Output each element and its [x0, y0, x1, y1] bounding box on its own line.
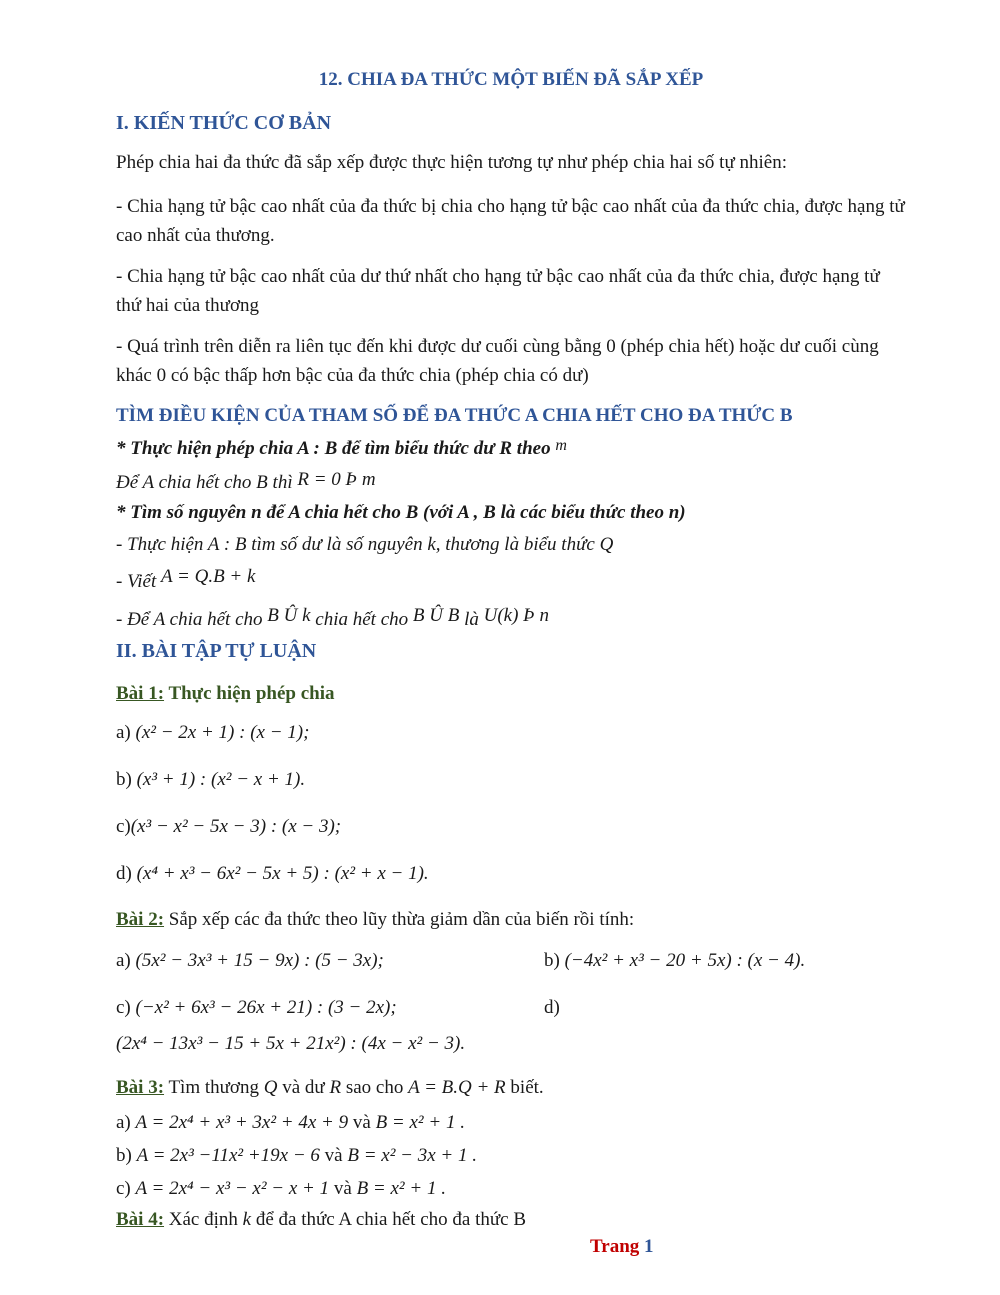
bai3-item-label: a) — [116, 1112, 136, 1133]
sub-line2 — [116, 469, 376, 494]
sub-line2-text: Để A chia hết cho B thì — [116, 472, 298, 493]
sub-line6-text3: là — [459, 609, 484, 630]
bai3-item-label: c) — [116, 1178, 136, 1199]
bai3-item-b — [116, 1145, 477, 1167]
section1-step2: - Chia hạng tử bậc cao nhất của dư thứ nhất cho hạng tử bậc cao nhất của đa thức chia, được hạng tử thứ hai của thương — [116, 266, 880, 316]
bai2-item-d — [116, 1033, 465, 1055]
bai3-item-a-expr: A = 2x³ −11x² +19x − 6 — [136, 1145, 320, 1166]
bai1-item-label: d) — [116, 863, 137, 884]
bai2-label: Bài 2: — [116, 909, 165, 930]
bai2-item-b — [544, 950, 805, 972]
bai1-heading — [116, 683, 335, 705]
bai4-title-post: để đa thức A chia hết cho đa thức B — [251, 1209, 526, 1230]
bai2-a-expr: (5x² − 3x³ + 15 − 9x) : (5 − 3x); — [135, 950, 384, 971]
bai1-item-expr: (x² − 2x + 1) : (x − 1); — [135, 722, 310, 743]
bai2-item-c — [116, 997, 397, 1019]
sub-line6 — [116, 605, 549, 631]
bai1-item-b — [116, 769, 305, 791]
bai3-item-and: và — [319, 1145, 348, 1166]
bai3-item-a — [116, 1112, 465, 1134]
bai1-item-label: a) — [116, 722, 136, 743]
bai3-item-and: và — [348, 1112, 376, 1133]
bai2-d-label: d) — [544, 997, 560, 1018]
sub-line3-text: * Tìm số nguyên n để A chia hết cho B (với A , B là các biểu thức theo n) — [116, 502, 686, 523]
bai1-item-a — [116, 722, 309, 744]
sub-line5 — [116, 566, 255, 593]
bai3-title-post: biết. — [505, 1077, 544, 1098]
bai3-item-label: b) — [116, 1145, 137, 1166]
bai3-title-pre: Tìm thương — [164, 1077, 264, 1098]
bai3-item-c — [116, 1178, 446, 1200]
bai4-heading — [116, 1209, 526, 1231]
sub-line3 — [116, 502, 686, 524]
bai2-c-expr: (−x² + 6x³ − 26x + 21) : (3 − 2x); — [135, 997, 397, 1018]
sub-line1 — [116, 437, 567, 460]
bai1-item-expr: (x³ + 1) : (x² − x + 1). — [136, 769, 306, 790]
bai3-item-a-expr: A = 2x⁴ + x³ + 3x² + 4x + 9 — [135, 1112, 349, 1133]
bai3-r: R — [329, 1077, 342, 1098]
section1-step1: - Chia hạng tử bậc cao nhất của đa thức bị chia cho hạng tử bậc cao nhất của đa thức chia, được hạng tử cao nhất của thương. — [116, 196, 905, 246]
section2-heading: II. BÀI TẬP TỰ LUẬN — [116, 640, 317, 662]
bai2-d-expr: (2x⁴ − 13x³ − 15 + 5x + 21x²) : (4x − x² − 3). — [116, 1033, 466, 1054]
bai2-b-label: b) — [544, 950, 565, 971]
bai2-b-expr: (−4x² + x³ − 20 + 5x) : (x − 4). — [564, 950, 806, 971]
bai3-title-mid: và dư — [277, 1077, 330, 1098]
bai3-item-a-expr: A = 2x⁴ − x³ − x² − x + 1 — [135, 1178, 330, 1199]
bai3-eq: A = B.Q + R — [408, 1077, 506, 1098]
sub-line6-math3: U(k) Þ n — [483, 605, 550, 626]
bai3-item-b-expr: B = x² + 1 . — [356, 1178, 446, 1199]
sub-line6-math1: B Û k — [267, 605, 311, 626]
bai3-item-b-expr: B = x² − 3x + 1 . — [347, 1145, 477, 1166]
sub-line6-text2: chia hết cho — [310, 609, 413, 630]
section1-heading: I. KIẾN THỨC CƠ BẢN — [116, 112, 332, 134]
bai3-item-b-expr: B = x² + 1 . — [375, 1112, 465, 1133]
bai3-q: Q — [263, 1077, 278, 1098]
page-title: 12. CHIA ĐA THỨC MỘT BIẾN ĐÃ SẮP XẾP — [318, 69, 704, 90]
sub-line4-text: - Thực hiện A : B tìm số dư là số nguyên k, thương là biểu thức Q — [116, 534, 614, 555]
footer-word: Trang — [590, 1236, 640, 1257]
sub-line1-text: * Thực hiện phép chia A : B để tìm biểu thức dư R theo — [116, 438, 556, 459]
bai3-item-and: và — [329, 1178, 357, 1199]
bai3-label: Bài 3: — [116, 1077, 165, 1098]
bai2-a-label: a) — [116, 950, 136, 971]
subsection-heading: TÌM ĐIỀU KIỆN CỦA THAM SỐ ĐỂ ĐA THỨC A CHIA HẾT CHO ĐA THỨC B — [116, 405, 793, 426]
page-footer — [590, 1236, 654, 1258]
section1-intro: Phép chia hai đa thức đã sắp xếp được thực hiện tương tự như phép chia hai số tự nhiên: — [116, 152, 787, 173]
bai4-label: Bài 4: — [116, 1209, 165, 1230]
bai4-title-pre: Xác định — [164, 1209, 243, 1230]
section1-step3: - Quá trình trên diễn ra liên tục đến khi được dư cuối cùng bằng 0 (phép chia hết) hoặc dư cuối cùng khác 0 có bậc thấp hơn bậc của đa thức chia (phép chia có dư) — [116, 336, 879, 386]
sub-line1-math: m — [555, 437, 567, 454]
bai1-item-label: b) — [116, 769, 137, 790]
bai1-title: Thực hiện phép chia — [164, 683, 335, 704]
footer-page-number: 1 — [644, 1236, 654, 1257]
sub-line5-text: - Viết — [116, 571, 162, 592]
bai3-title-mid2: sao cho — [341, 1077, 409, 1098]
bai2-heading — [116, 909, 634, 931]
sub-line4 — [116, 534, 613, 556]
bai1-item-expr: (x⁴ + x³ − 6x² − 5x + 5) : (x² + x − 1). — [136, 863, 429, 884]
bai1-item-d — [116, 863, 429, 885]
bai3-heading — [116, 1077, 544, 1099]
bai2-title: Sắp xếp các đa thức theo lũy thừa giảm dần của biến rồi tính: — [164, 909, 635, 930]
bai1-item-c — [116, 816, 341, 838]
sub-line6-math2: B Û B — [412, 605, 460, 626]
bai1-label: Bài 1: — [116, 683, 165, 704]
sub-line5-math: A = Q.B + k — [161, 566, 256, 587]
bai4-k: k — [242, 1209, 252, 1230]
bai2-c-label: c) — [116, 997, 136, 1018]
bai1-item-expr: (x³ − x² − 5x − 3) : (x − 3); — [130, 816, 342, 837]
bai2-item-a — [116, 950, 384, 972]
sub-line2-math: R = 0 Þ m — [297, 469, 376, 490]
bai1-item-label: c) — [116, 816, 131, 837]
sub-line6-text1: - Để A chia hết cho — [116, 609, 268, 630]
